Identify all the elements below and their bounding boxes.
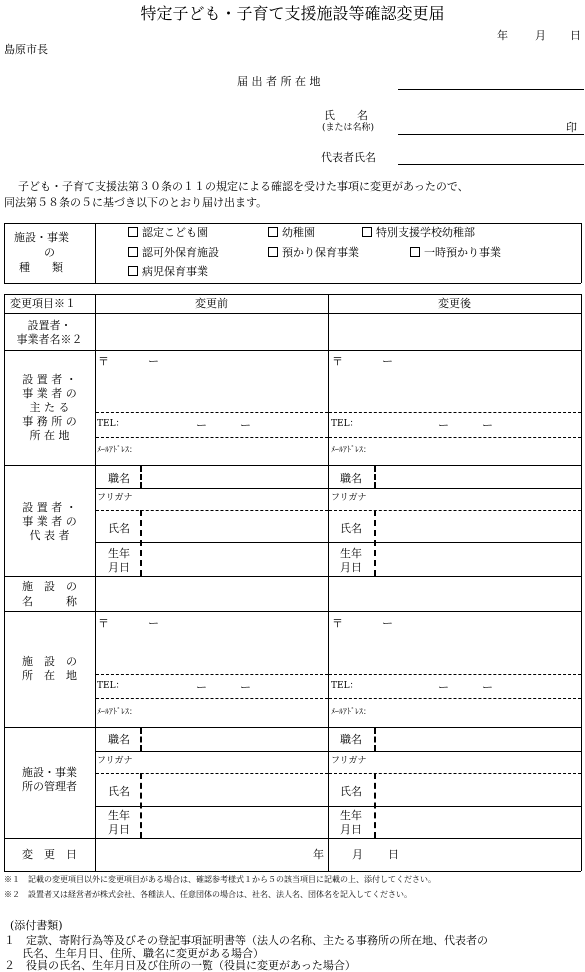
- date-day: 日: [570, 29, 581, 42]
- facility-name-after-cell[interactable]: [329, 577, 580, 610]
- notifier-name-sub-label: (または名称): [322, 123, 375, 133]
- attachment-1-line1: １ 定款、寄附行為等及びその登記事項証明書等（法人の名称、主たる事務所の所在地、代表者の: [4, 934, 488, 947]
- notifier-name-line[interactable]: [398, 134, 584, 135]
- tel-dashes: ー ー: [438, 681, 493, 694]
- row-founder-office-label-4: 事 務 所 の: [22, 415, 77, 428]
- option-azukari-hoiku[interactable]: 預かり保育事業: [268, 247, 359, 258]
- tel-label: TEL：: [331, 681, 359, 691]
- email-label: ﾒｰﾙｱﾄﾞﾚｽ：: [331, 707, 371, 716]
- change-date-month: 月: [352, 848, 363, 861]
- furigana-label: フリガナ: [331, 756, 367, 766]
- row-founder-office-label-3: 主 た る: [29, 401, 70, 414]
- postal-mark: 〒: [98, 617, 109, 630]
- notifier-rep-label: 代表者氏名: [321, 151, 376, 164]
- notifier-name-label: 氏 名: [324, 109, 368, 122]
- facility-name-before-cell[interactable]: [96, 577, 327, 610]
- birth-label-2: 月日: [340, 823, 362, 836]
- option-ichiji-azukari[interactable]: 一時預かり事業: [410, 247, 501, 258]
- header-after: 変更後: [438, 297, 471, 310]
- email-label: ﾒｰﾙｱﾄﾞﾚｽ：: [331, 445, 371, 454]
- postal-mark: 〒: [332, 355, 343, 368]
- email-label: ﾒｰﾙｱﾄﾞﾚｽ：: [97, 445, 137, 454]
- notifier-rep-line[interactable]: [398, 164, 584, 165]
- body-text-line1: 子ども・子育て支援法第３０条の１１の規定による確認を受けた事項に変更があったので、: [18, 180, 469, 193]
- furigana-label: フリガナ: [331, 493, 367, 503]
- birth-label-1: 生年: [340, 809, 362, 822]
- facility-type-label-2: の: [44, 246, 55, 259]
- birth-label-2: 月日: [108, 561, 130, 574]
- postal-mark: 〒: [98, 355, 109, 368]
- job-title-label: 職名: [340, 733, 362, 746]
- row-facility-address-label-2: 所 在 地: [22, 669, 77, 682]
- row-founder-office-label-1: 設 置 者 ・: [22, 373, 77, 386]
- checkbox-icon[interactable]: [268, 247, 278, 257]
- row-founder-name-label-1: 設置者・: [27, 319, 72, 332]
- furigana-label: フリガナ: [97, 756, 133, 766]
- note-2: ※２ 設置者又は経営者が株式会社、各種法人、任意団体の場合は、社名、法人名、団体名を記入してください。: [4, 890, 412, 899]
- name-label: 氏名: [340, 522, 362, 535]
- option-tokubetsu-shien[interactable]: 特別支援学校幼稚部: [362, 227, 475, 238]
- job-title-label: 職名: [108, 472, 130, 485]
- name-label: 氏名: [108, 522, 130, 535]
- notifier-address-line[interactable]: [398, 89, 584, 90]
- postal-dash: ー: [148, 617, 159, 630]
- facility-type-label-3: 種 類: [19, 261, 63, 274]
- checkbox-icon[interactable]: [128, 247, 138, 257]
- body-text-line2: 同法第５８条の５に基づき以下のとおり届け出ます。: [4, 196, 268, 209]
- row-change-date-label: 変 更 日: [22, 848, 77, 861]
- birth-label-1: 生年: [340, 547, 362, 560]
- row-founder-rep-label-1: 設 置 者 ・: [22, 501, 77, 514]
- header-before: 変更前: [195, 297, 228, 310]
- note-1: ※１ 記載の変更項目以外に変更項目がある場合は、確認参考様式１から５の該当項目に記載の上、添付してください。: [4, 875, 436, 884]
- name-label: 氏名: [108, 785, 130, 798]
- birth-label-2: 月日: [108, 823, 130, 836]
- checkbox-icon[interactable]: [410, 247, 420, 257]
- option-ninkagai[interactable]: 認可外保育施設: [128, 247, 219, 258]
- change-date-day: 日: [388, 848, 399, 861]
- row-founder-rep-label-3: 代 表 者: [29, 529, 70, 542]
- row-facility-manager-label-2: 所の管理者: [22, 780, 77, 793]
- postal-dash: ー: [148, 355, 159, 368]
- furigana-label: フリガナ: [97, 493, 133, 503]
- tel-dashes: ー ー: [196, 681, 251, 694]
- attachment-1-line2: 氏名、生年月日、住所、職名に変更がある場合）: [22, 947, 264, 960]
- checkbox-icon[interactable]: [128, 227, 138, 237]
- date-month: 月: [535, 29, 546, 42]
- checkbox-icon[interactable]: [362, 227, 372, 237]
- notifier-address-label: 届 出 者 所 在 地: [237, 75, 321, 88]
- tel-dashes: ー ー: [196, 419, 251, 432]
- tel-label: TEL：: [331, 419, 359, 429]
- postal-mark: 〒: [332, 617, 343, 630]
- attachments-heading: (添付書類): [10, 919, 63, 932]
- row-founder-office-label-5: 所 在 地: [29, 429, 70, 442]
- postal-dash: ー: [382, 617, 393, 630]
- job-title-label: 職名: [108, 733, 130, 746]
- row-founder-name-label-2: 事業者名※２: [16, 333, 83, 346]
- row-facility-manager-label-1: 施設・事業: [22, 766, 77, 779]
- founder-name-before-cell[interactable]: [96, 314, 327, 349]
- option-nintei-kodomoen[interactable]: 認定こども園: [128, 227, 208, 238]
- header-item: 変更項目※１: [10, 297, 76, 310]
- tel-label: TEL：: [97, 681, 125, 691]
- row-founder-office-label-2: 事 業 者 の: [22, 387, 77, 400]
- row-facility-name-label-1: 施 設 の: [22, 580, 77, 593]
- row-founder-rep-label-2: 事 業 者 の: [22, 515, 77, 528]
- change-date-year: 年: [313, 848, 324, 861]
- row-facility-address-label-1: 施 設 の: [22, 655, 77, 668]
- tel-dashes: ー ー: [438, 419, 493, 432]
- facility-type-label-1: 施設・事業: [14, 231, 69, 244]
- email-label: ﾒｰﾙｱﾄﾞﾚｽ：: [97, 707, 137, 716]
- founder-name-after-cell[interactable]: [329, 314, 580, 349]
- page-title: 特定子ども・子育て支援施設等確認変更届: [140, 4, 445, 23]
- birth-label-1: 生年: [108, 809, 130, 822]
- attachment-2-line1: ２ 役員の氏名、生年月日及び住所の一覧（役員に変更があった場合）: [4, 959, 356, 972]
- option-yochien[interactable]: 幼稚園: [268, 227, 315, 238]
- birth-label-2: 月日: [340, 561, 362, 574]
- birth-label-1: 生年: [108, 547, 130, 560]
- postal-dash: ー: [382, 355, 393, 368]
- checkbox-icon[interactable]: [128, 266, 138, 276]
- addressee: 島原市長: [4, 43, 48, 56]
- row-facility-name-label-2: 名 称: [22, 595, 77, 608]
- option-byouji-hoiku[interactable]: 病児保育事業: [128, 266, 208, 277]
- checkbox-icon[interactable]: [268, 227, 278, 237]
- job-title-label: 職名: [340, 472, 362, 485]
- date-year: 年: [497, 29, 508, 42]
- seal-mark: 印: [566, 121, 577, 134]
- tel-label: TEL：: [97, 419, 125, 429]
- name-label: 氏名: [340, 785, 362, 798]
